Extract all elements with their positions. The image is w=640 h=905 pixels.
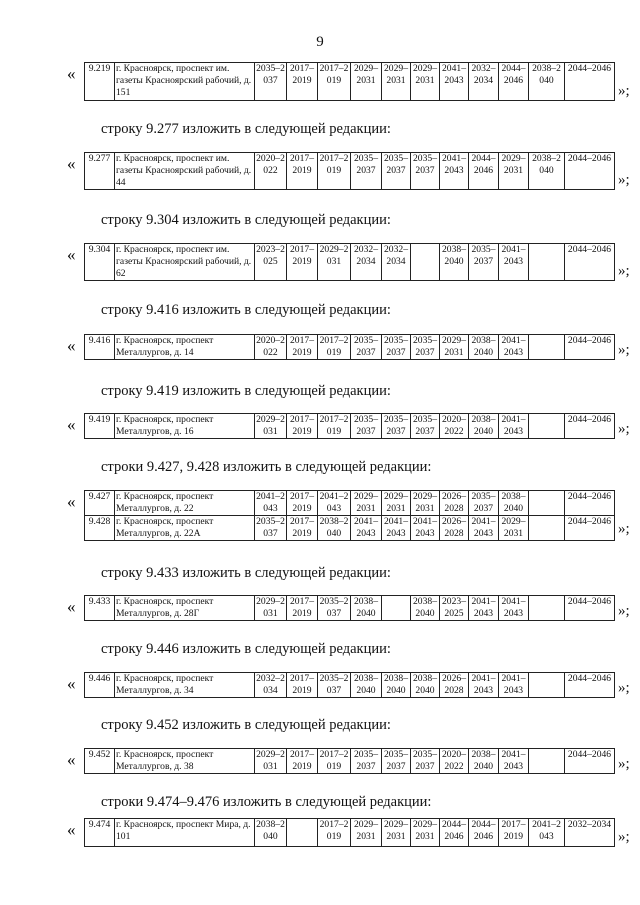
schedule-table [84,818,615,847]
period-cell: 2029–2031 [256,749,285,772]
period-cell [529,244,565,281]
period-cell: 2044–2046 [565,516,615,541]
period-cell: 2041–2043 [499,673,529,698]
row-number: 9.416 [85,335,115,360]
period-cell: 2017–2019 [318,749,351,774]
period-cell: 2041–2043 [499,335,529,360]
period-cell: 2035–2037 [255,63,287,101]
row-number: 9.427 [85,491,115,516]
period-cell: 2035–2037 [351,335,382,360]
opening-quote: « [67,492,76,511]
period-cell: 2041–2043 [499,749,529,774]
period-cell: 2029–2031 [382,819,411,847]
address-cell: г. Красноярск, проспект Металлургов, д. 28Г [115,596,255,621]
closing-quote: »; [618,421,630,437]
period-cell: 2041–2043 [469,673,499,698]
period-cell: 2041–2043 [499,596,529,621]
period-cell: 2023–2025 [440,596,469,621]
period-cell: 2035–2037 [351,414,382,439]
table-row [85,63,615,101]
period-cell: 2020–2022 [440,749,469,774]
schedule-table [84,413,615,439]
row-number: 9.428 [85,516,115,541]
amendment-instruction: строки 9.474–9.476 изложить в следующей редакции: [101,794,432,810]
address-cell: г. Красноярск, проспект Металлургов, д. 14 [115,335,255,360]
opening-quote: « [67,245,76,264]
period-cell: 2035–2037 [382,153,411,190]
period-cell: 2041–2043 [318,491,351,516]
period-cell: 2029–2031 [411,491,440,516]
opening-quote: « [67,336,76,355]
period-cell: 2044–2046 [565,749,615,774]
row-number: 9.277 [85,153,115,190]
period-cell: 2038–2040 [499,491,529,516]
page-number: 9 [316,34,324,50]
period-cell: 2044–2046 [565,335,615,360]
table-row [85,491,615,516]
period-cell: 2038–2040 [469,335,499,360]
closing-quote: »; [618,83,630,99]
period-cell [529,414,565,439]
closing-quote: »; [618,680,630,696]
period-cell: 2026–2028 [440,516,469,541]
amendment-instruction: строку 9.277 изложить в следующей редакции: [101,121,391,137]
period-cell: 2035–2037 [382,414,411,439]
period-cell [529,673,565,698]
closing-quote: »; [618,603,630,619]
period-cell: 2044–2046 [469,819,499,847]
period-cell: 2041–2043 [529,819,565,847]
period-cell: 2038–2040 [382,673,411,698]
period-cell: 2041–2043 [499,244,529,281]
closing-quote: »; [618,829,630,845]
period-cell: 2023–2025 [255,244,287,281]
period-cell: 2044–2046 [565,153,615,190]
period-cell: 2041–2043 [411,516,440,541]
address-cell: г. Красноярск, проспект Металлургов, д. 34 [115,673,255,698]
schedule-table [84,595,615,621]
period-cell: 2041–2043 [440,153,469,190]
period-cell: 2017–2019 [318,819,351,847]
schedule-table [84,152,615,190]
period-cell: 2035–2037 [469,491,499,516]
period-cell [529,516,565,541]
address-cell: г. Красноярск, проспект Металлургов, д. 16 [115,414,255,439]
period-cell: 2035–2037 [411,335,440,360]
period-cell: 2017–2019 [287,491,318,516]
table-row [85,414,615,439]
period-cell: 2044–2046 [565,244,615,281]
period-cell: 2035–2037 [318,673,351,698]
period-cell: 2029–2031 [351,63,382,101]
period-cell: 2041–2043 [351,516,382,541]
period-cell: 2032–2034 [256,673,285,696]
period-cell: 2044–2046 [440,819,469,847]
opening-quote: « [67,154,76,173]
opening-quote: « [67,415,76,434]
schedule-table [84,490,615,541]
period-cell: 2029–2031 [351,819,382,847]
period-cell: 2038–2040 [411,596,440,621]
period-cell: 2044–2046 [565,414,615,439]
closing-quote: »; [618,521,630,537]
period-cell: 2041–2043 [382,516,411,541]
period-cell: 2035–2037 [351,153,382,190]
closing-quote: »; [618,263,630,279]
period-cell: 2035–2037 [318,596,351,621]
schedule-table [84,672,615,698]
schedule-table [84,243,615,281]
period-cell: 2017–2019 [318,63,351,101]
row-number: 9.452 [85,749,115,774]
period-cell: 2029–2031 [499,516,529,541]
closing-quote: »; [618,172,630,188]
period-cell: 2017–2019 [287,596,318,621]
table-row [85,516,615,541]
table-row [85,673,615,698]
period-cell: 2044–2046 [469,153,499,190]
address-cell: г. Красноярск, проспект им. газеты Красноярский рабочий, д. 62 [115,244,255,281]
period-cell: 2035–2037 [256,516,285,539]
schedule-table [84,62,615,101]
period-cell: 2035–2037 [351,749,382,774]
amendment-instruction: строку 9.416 изложить в следующей редакции: [101,302,391,318]
closing-quote: »; [618,756,630,772]
period-cell: 2032–2034 [565,819,615,847]
period-cell: 2038–2040 [255,819,287,847]
period-cell: 2029–2031 [440,335,469,360]
period-cell: 2032–2034 [469,63,499,101]
amendment-instruction: строку 9.452 изложить в следующей редакции: [101,717,391,733]
period-cell: 2029–2031 [256,414,285,437]
period-cell: 2038–2040 [529,63,565,101]
table-row [85,749,615,774]
row-number: 9.433 [85,596,115,621]
period-cell: 2020–2022 [440,414,469,439]
period-cell: 2017–2019 [287,244,318,281]
period-cell: 2026–2028 [440,491,469,516]
period-cell: 2017–2019 [499,819,529,847]
period-cell: 2029–2031 [318,244,351,281]
address-cell: г. Красноярск, проспект Металлургов, д. 22А [115,516,255,541]
period-cell: 2044–2046 [565,491,615,516]
period-cell: 2029–2031 [411,63,440,101]
period-cell: 2029–2031 [382,63,411,101]
period-cell: 2017–2019 [287,516,318,541]
period-cell: 2038–2040 [469,749,499,774]
period-cell: 2038–2040 [351,673,382,698]
amendment-instruction: строку 9.304 изложить в следующей редакции: [101,212,391,228]
period-cell [529,749,565,774]
amendment-instruction: строку 9.419 изложить в следующей редакции: [101,383,391,399]
period-cell: 2017–2019 [318,153,351,190]
period-cell: 2026–2028 [440,673,469,698]
period-cell [529,491,565,516]
opening-quote: « [67,674,76,693]
period-cell: 2041–2043 [469,516,499,541]
period-cell: 2038–2040 [318,516,351,541]
period-cell: 2038–2040 [411,673,440,698]
period-cell: 2029–2031 [351,491,382,516]
period-cell: 2020–2022 [256,335,285,358]
row-number: 9.219 [85,63,115,101]
table-row [85,153,615,190]
period-cell [529,596,565,621]
period-cell: 2035–2037 [411,153,440,190]
opening-quote: « [67,64,76,83]
opening-quote: « [67,820,76,839]
address-cell: г. Красноярск, проспект им. газеты Красноярский рабочий, д. 151 [115,63,255,101]
period-cell: 2029–2031 [499,153,529,190]
period-cell: 2041–2043 [440,63,469,101]
period-cell: 2035–2037 [411,414,440,439]
period-cell: 2017–2019 [287,749,318,774]
period-cell: 2038–2040 [440,244,469,281]
table-row [85,596,615,621]
period-cell: 2044–2046 [565,596,615,621]
period-cell: 2038–2040 [529,153,565,190]
period-cell: 2038–2040 [351,596,382,621]
period-cell: 2020–2022 [255,153,287,190]
row-number: 9.446 [85,673,115,698]
period-cell: 2041–2043 [256,491,285,514]
period-cell: 2035–2037 [382,749,411,774]
period-cell [287,819,318,847]
period-cell: 2017–2019 [287,673,318,698]
period-cell: 2041–2043 [499,414,529,439]
opening-quote: « [67,597,76,616]
schedule-table [84,748,615,774]
closing-quote: »; [618,342,630,358]
period-cell [411,244,440,281]
address-cell: г. Красноярск, проспект Металлургов, д. 22 [115,491,255,516]
table-row [85,244,615,281]
address-cell: г. Красноярск, проспект Мира, д. 101 [115,819,255,847]
period-cell: 2032–2034 [351,244,382,281]
row-number: 9.419 [85,414,115,439]
period-cell: 2029–2031 [411,819,440,847]
period-cell: 2044–2046 [565,63,615,101]
period-cell: 2044–2046 [499,63,529,101]
address-cell: г. Красноярск, проспект им. газеты Красноярский рабочий, д. 44 [115,153,255,190]
opening-quote: « [67,750,76,769]
period-cell: 2032–2034 [382,244,411,281]
row-number: 9.474 [85,819,115,847]
amendment-instruction: строку 9.433 изложить в следующей редакции: [101,565,391,581]
period-cell: 2044–2046 [565,673,615,698]
period-cell: 2035–2037 [382,335,411,360]
period-cell: 2017–2019 [287,153,318,190]
period-cell: 2035–2037 [469,244,499,281]
schedule-table [84,334,615,360]
period-cell: 2029–2031 [256,596,285,619]
period-cell: 2029–2031 [382,491,411,516]
period-cell: 2017–2019 [318,335,351,360]
period-cell: 2017–2019 [287,63,318,101]
period-cell: 2038–2040 [469,414,499,439]
address-cell: г. Красноярск, проспект Металлургов, д. 38 [115,749,255,774]
table-row [85,819,615,847]
period-cell: 2017–2019 [318,414,351,439]
row-number: 9.304 [85,244,115,281]
period-cell [529,335,565,360]
table-row [85,335,615,360]
period-cell: 2017–2019 [287,414,318,439]
period-cell: 2041–2043 [469,596,499,621]
period-cell [382,596,411,621]
period-cell: 2017–2019 [287,335,318,360]
period-cell: 2035–2037 [411,749,440,774]
amendment-instruction: строки 9.427, 9.428 изложить в следующей редакции: [101,459,432,475]
amendment-instruction: строку 9.446 изложить в следующей редакции: [101,641,391,657]
